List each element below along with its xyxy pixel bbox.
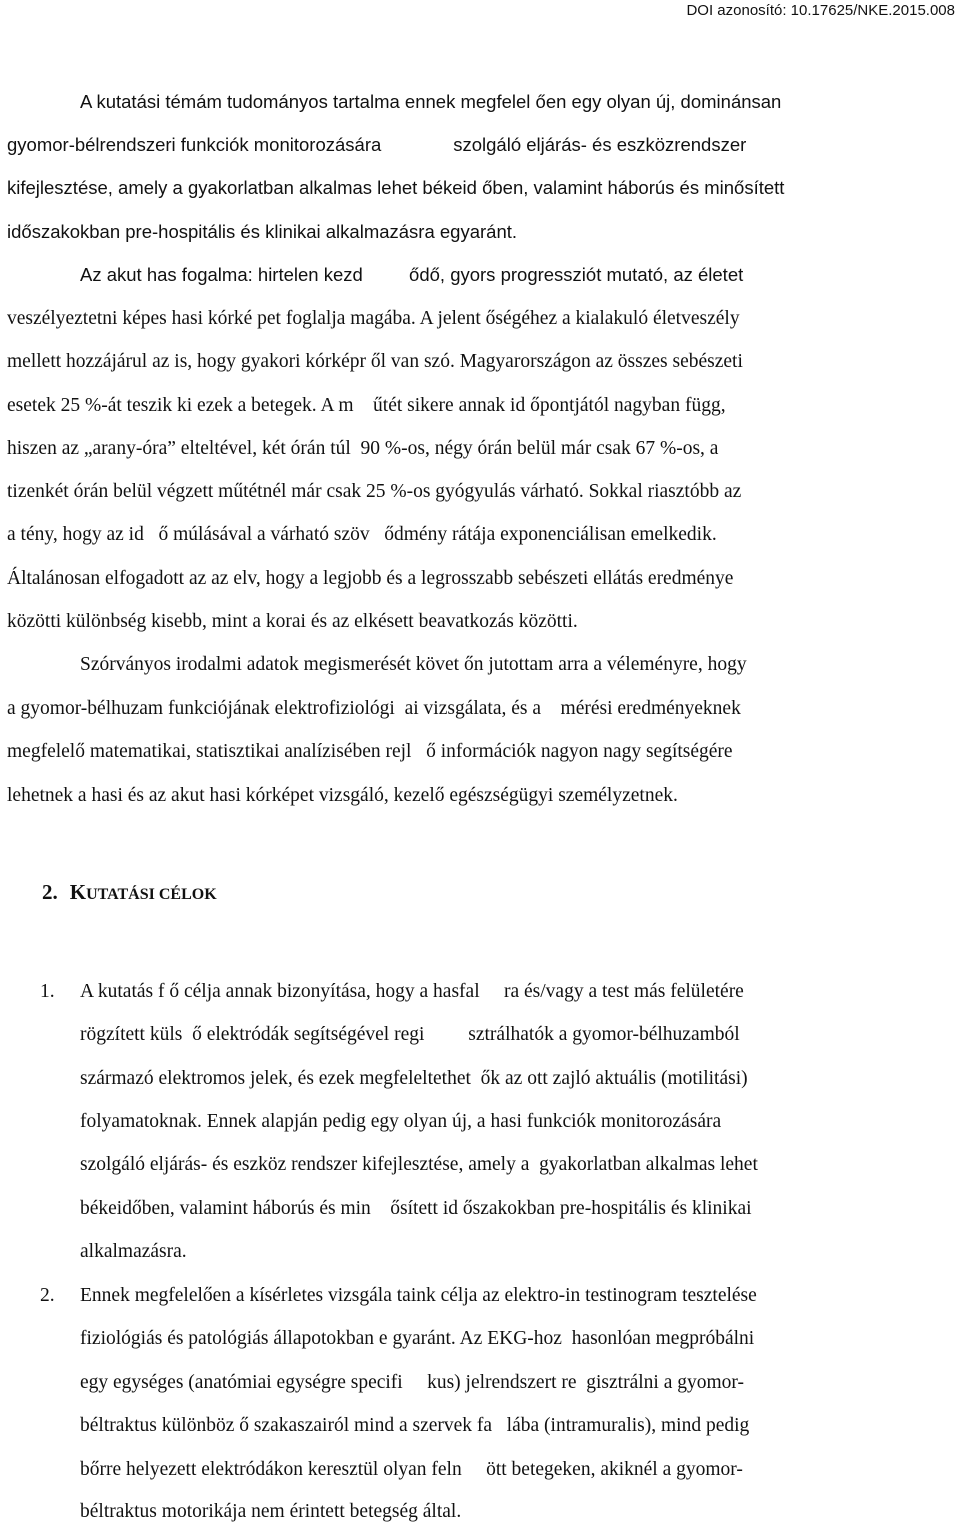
item1-line-1: A kutatás f ő célja annak bizonyítása, hogy a hasfal ra és/vagy a test más felületére <box>80 981 744 1002</box>
item1-line-3: származó elektromos jelek, és ezek megfeleltethet ők az ott zajló aktuális (motilitási) <box>80 1068 748 1089</box>
para2-line-5: hiszen az „arany-óra” elteltével, két órán túl 90 %-os, négy órán belül már csak 67 %-os, a <box>7 438 719 459</box>
item2-number: 2. <box>40 1285 55 1306</box>
para2-line-2: veszélyeztetni képes hasi kórké pet foglalja magába. A jelent őségéhez a kialakuló életveszély <box>7 308 740 329</box>
para2-line-4: esetek 25 %-át teszik ki ezek a betegek. A m űtét sikere annak id őpontjától nagyban függ, <box>7 395 726 416</box>
para1-line-2: gyomor-bélrendszeri funkciók monitorozására szolgáló eljárás- és eszközrendszer <box>7 134 747 155</box>
item1-line-7: alkalmazásra. <box>80 1241 187 1262</box>
item1-line-2: rögzített küls ő elektródák segítségével regi sztrálhatók a gyomor-bélhuzamból <box>80 1024 740 1045</box>
item2-line-4: béltraktus különböz ő szakaszairól mind a szervek fa lába (intramuralis), mind pedig <box>80 1415 750 1436</box>
para2-line-8: Általánosan elfogadott az az elv, hogy a legjobb és a legrosszabb sebészeti ellátás eredménye <box>7 568 734 589</box>
para1-line-1: A kutatási témám tudományos tartalma ennek megfelel ően egy olyan új, dominánsan <box>80 91 782 112</box>
para3-line-1: Szórványos irodalmi adatok megismerését követ őn jutottam arra a véleményre, hogy <box>80 654 747 675</box>
item1-line-4: folyamatoknak. Ennek alapján pedig egy olyan új, a hasi funkciók monitorozására <box>80 1111 722 1132</box>
section-number: 2. <box>42 880 58 904</box>
item2-line-2: fiziológiás és patológiás állapotokban e gyaránt. Az EKG-hoz hasonlóan megpróbálni <box>80 1328 755 1349</box>
para2-line-9: közötti különbség kisebb, mint a korai és az elkésett beavatkozás közötti. <box>7 611 578 632</box>
section-title-rest: UTATÁSI CÉLOK <box>86 886 217 903</box>
para2-line-3: mellett hozzájárul az is, hogy gyakori kórképr ől van szó. Magyarországon az összes sebészeti <box>7 351 743 372</box>
item2-line-6: béltraktus motorikája nem érintett betegség által. <box>80 1501 462 1522</box>
item2-line-5: bőrre helyezett elektródákon keresztül olyan feln ött betegeken, akiknél a gyomor- <box>80 1459 743 1480</box>
para2-line-1: Az akut has fogalma: hirtelen kezd ődő, gyors progressziót mutató, az életet <box>80 264 744 285</box>
para3-line-4: lehetnek a hasi és az akut hasi kórképet vizsgáló, kezelő egészségügyi személyzetnek. <box>7 785 678 806</box>
para3-line-3: megfelelő matematikai, statisztikai analízisében rejl ő információk nagyon nagy segítségére <box>7 741 733 762</box>
item1-line-5: szolgáló eljárás- és eszköz rendszer kifejlesztése, amely a gyakorlatban alkalmas lehet <box>80 1154 758 1175</box>
item1-number: 1. <box>40 981 55 1002</box>
para2-line-6: tizenkét órán belül végzett műtétnél már csak 25 %-os gyógyulás várható. Sokkal riasztóbb az <box>7 481 742 502</box>
para1-line-3: kifejlesztése, amely a gyakorlatban alkalmas lehet békeid őben, valamint háborús és minősített <box>7 177 785 198</box>
para1-line-4: időszakokban pre-hospitális és klinikai alkalmazásra egyaránt. <box>7 221 518 242</box>
section-heading <box>42 880 217 905</box>
item2-line-1: Ennek megfelelően a kísérletes vizsgála taink célja az elektro-in testinogram tesztelése <box>80 1285 757 1306</box>
item2-line-3: egy egységes (anatómiai egységre specifi kus) jelrendszert re gisztrálni a gyomor- <box>80 1372 744 1393</box>
para3-line-2: a gyomor-bélhuzam funkciójának elektrofiziológi ai vizsgálata, és a mérési eredményeknek <box>7 698 741 719</box>
item1-line-6: békeidőben, valamint háborús és min ősített id őszakokban pre-hospitális és klinikai <box>80 1198 752 1219</box>
doi-header: DOI azonosító: 10.17625/NKE.2015.008 <box>686 2 955 19</box>
section-title-initial: K <box>69 880 87 904</box>
para2-line-7: a tény, hogy az id ő múlásával a várható szöv ődmény rátája exponenciálisan emelkedik. <box>7 524 717 545</box>
